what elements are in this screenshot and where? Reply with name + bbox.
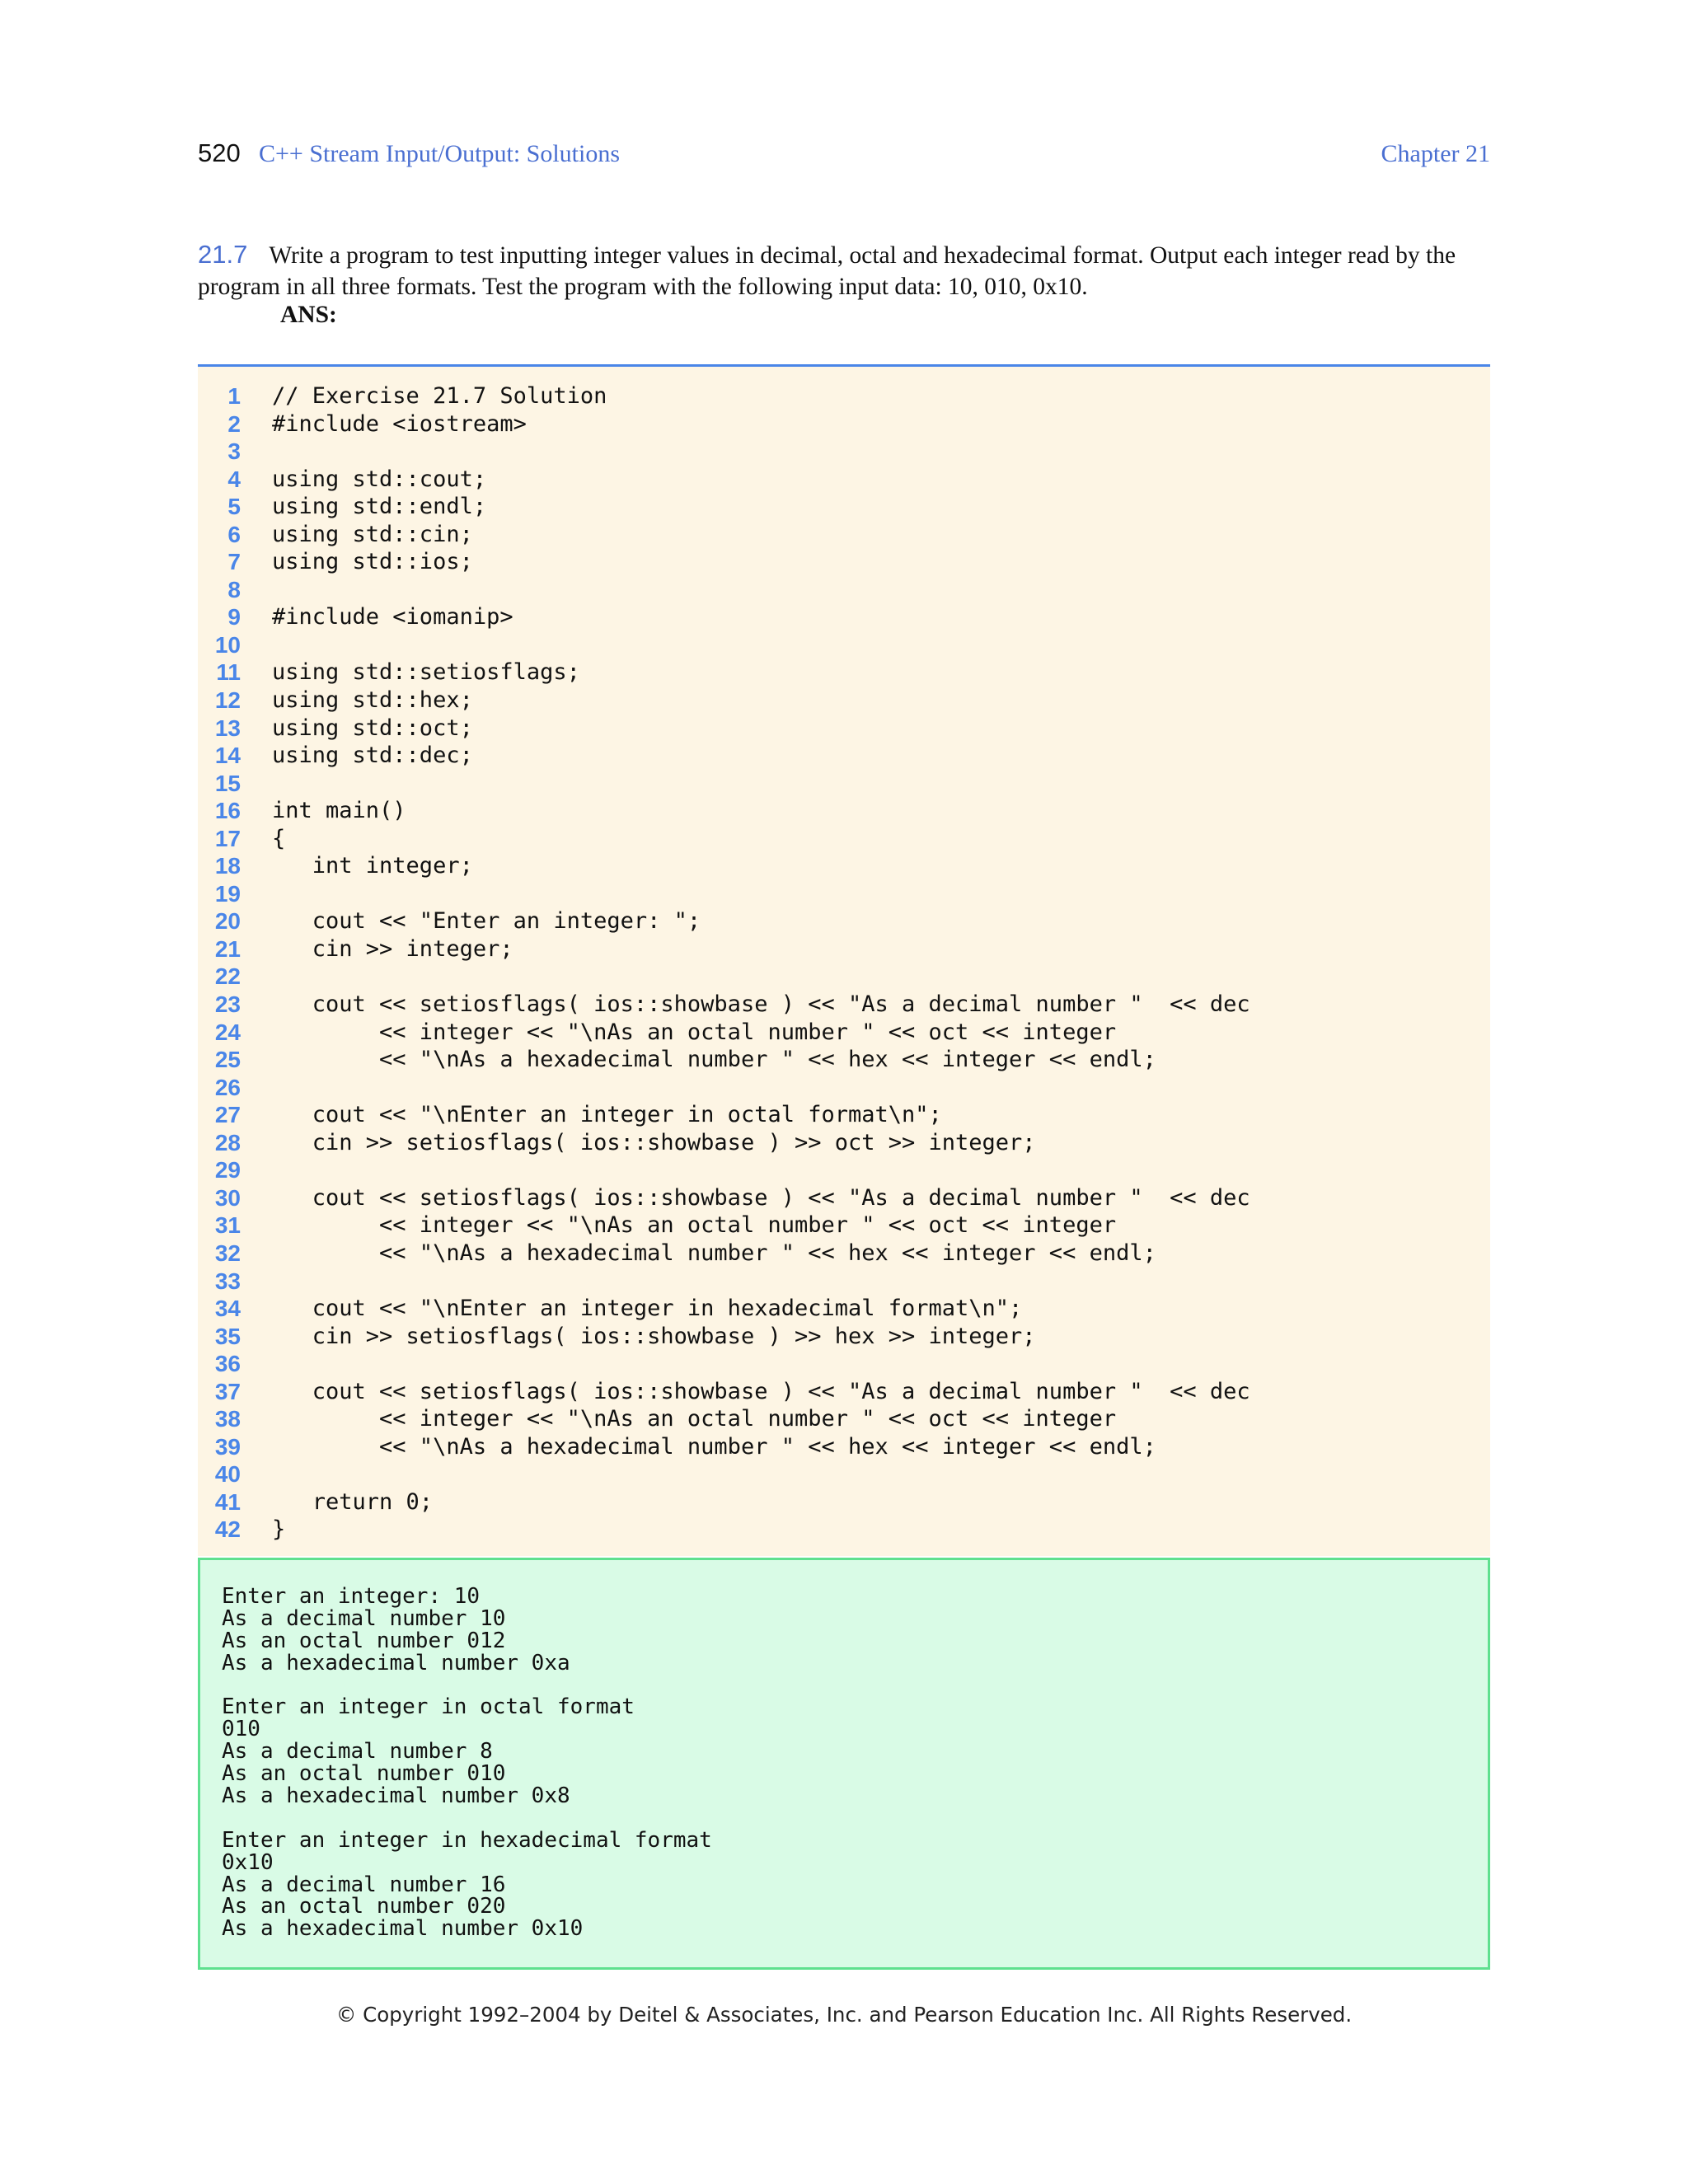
code-text: using std::ios; bbox=[272, 549, 473, 575]
line-number: 20 bbox=[214, 908, 241, 935]
code-line bbox=[198, 1516, 1490, 1544]
code-line bbox=[198, 1405, 1490, 1433]
line-number: 12 bbox=[214, 687, 241, 714]
code-line bbox=[198, 1101, 1490, 1129]
code-line bbox=[198, 603, 1490, 631]
code-text: using std::endl; bbox=[272, 494, 487, 520]
line-number: 25 bbox=[214, 1047, 241, 1073]
code-text: cin >> setiosflags( ios::showbase ) >> hex >> integer; bbox=[272, 1323, 1036, 1349]
code-line bbox=[198, 715, 1490, 743]
line-number: 26 bbox=[214, 1074, 241, 1100]
code-text: return 0; bbox=[272, 1488, 434, 1515]
output-line: As a hexadecimal number 0x8 bbox=[222, 1783, 570, 1809]
line-number: 21 bbox=[214, 935, 241, 962]
line-number: 1 bbox=[227, 383, 241, 409]
code-line bbox=[198, 1074, 1490, 1102]
code-line bbox=[198, 658, 1490, 687]
code-text: } bbox=[272, 1516, 286, 1543]
line-number: 8 bbox=[227, 576, 241, 602]
line-number: 31 bbox=[214, 1212, 241, 1239]
code-text: using std::hex; bbox=[272, 687, 473, 714]
code-line bbox=[198, 797, 1490, 825]
code-line bbox=[198, 1156, 1490, 1184]
code-line bbox=[198, 687, 1490, 715]
code-line bbox=[198, 991, 1490, 1019]
code-line bbox=[198, 1323, 1490, 1351]
output-lines bbox=[222, 1586, 712, 1940]
output-line: As a decimal number 10 bbox=[222, 1605, 506, 1631]
code-line bbox=[198, 742, 1490, 770]
exercise-text: Write a program to test inputting integer values in decimal, octal and hexadecimal format. Output each integer read by the program in all three formats. Test the program with the following input data: 10, 010, 0x10. bbox=[198, 242, 1456, 300]
code-text: { bbox=[272, 825, 286, 851]
code-text: cout << setiosflags( ios::showbase ) << "As a decimal number " << dec bbox=[272, 991, 1250, 1018]
code-text: << integer << "\nAs an octal number " << oct << integer bbox=[272, 1406, 1117, 1432]
code-line bbox=[198, 548, 1490, 576]
line-number: 3 bbox=[227, 438, 241, 465]
code-listing bbox=[198, 364, 1490, 1556]
code-lines bbox=[198, 382, 1490, 1544]
code-text: << "\nAs a hexadecimal number " << hex << integer << endl; bbox=[272, 1240, 1156, 1266]
code-line bbox=[198, 1240, 1490, 1268]
code-text: int main() bbox=[272, 798, 406, 824]
output-line: As a hexadecimal number 0xa bbox=[222, 1650, 570, 1675]
exercise-statement bbox=[198, 239, 1492, 302]
line-number: 14 bbox=[214, 743, 241, 769]
code-text: cout << "\nEnter an integer in hexadecimal format\n"; bbox=[272, 1296, 1023, 1322]
line-number: 32 bbox=[214, 1240, 241, 1266]
code-line bbox=[198, 825, 1490, 853]
line-number: 38 bbox=[214, 1406, 241, 1432]
running-title: C++ Stream Input/Output: Solutions bbox=[259, 140, 621, 167]
line-number: 4 bbox=[227, 466, 241, 492]
answer-label: ANS: bbox=[280, 302, 337, 328]
output-line: As a decimal number 8 bbox=[222, 1739, 493, 1765]
line-number: 19 bbox=[214, 880, 241, 907]
code-text: using std::oct; bbox=[272, 715, 473, 741]
output-line bbox=[222, 1807, 712, 1830]
output-line: As an octal number 010 bbox=[222, 1761, 506, 1787]
line-number: 28 bbox=[214, 1129, 241, 1155]
code-text: cout << setiosflags( ios::showbase ) << "As a decimal number " << dec bbox=[272, 1184, 1250, 1211]
output-line: Enter an integer in octal format bbox=[222, 1694, 635, 1720]
line-number: 10 bbox=[214, 631, 241, 658]
output-line: 0x10 bbox=[222, 1849, 274, 1875]
code-text: cin >> integer; bbox=[272, 935, 513, 962]
code-text: // Exercise 21.7 Solution bbox=[272, 383, 607, 409]
code-line bbox=[198, 1378, 1490, 1406]
code-text: #include <iomanip> bbox=[272, 604, 513, 630]
code-text: using std::cout; bbox=[272, 466, 487, 492]
code-line bbox=[198, 382, 1490, 410]
line-number: 15 bbox=[214, 770, 241, 796]
line-number: 42 bbox=[214, 1516, 241, 1543]
line-number: 35 bbox=[214, 1323, 241, 1349]
page-number: 520 bbox=[198, 138, 241, 167]
line-number: 2 bbox=[227, 410, 241, 437]
line-number: 29 bbox=[214, 1157, 241, 1183]
output-line: As an octal number 020 bbox=[222, 1894, 506, 1919]
code-text: << integer << "\nAs an octal number " << oct << integer bbox=[272, 1019, 1117, 1045]
output-line: 010 bbox=[222, 1717, 260, 1742]
code-line bbox=[198, 1295, 1490, 1323]
program-output bbox=[198, 1558, 1490, 1970]
line-number: 41 bbox=[214, 1488, 241, 1515]
line-number: 22 bbox=[214, 963, 241, 990]
code-line bbox=[198, 1433, 1490, 1461]
code-line bbox=[198, 1350, 1490, 1378]
code-line bbox=[198, 1268, 1490, 1296]
code-text: using std::cin; bbox=[272, 521, 473, 547]
line-number: 34 bbox=[214, 1296, 241, 1322]
line-number: 18 bbox=[214, 853, 241, 879]
code-line bbox=[198, 770, 1490, 798]
code-line bbox=[198, 1184, 1490, 1212]
code-line bbox=[198, 1488, 1490, 1516]
line-number: 17 bbox=[214, 825, 241, 851]
line-number: 27 bbox=[214, 1102, 241, 1128]
output-line bbox=[222, 1675, 712, 1697]
code-line bbox=[198, 963, 1490, 991]
code-text: << integer << "\nAs an octal number " << oct << integer bbox=[272, 1212, 1117, 1239]
code-line bbox=[198, 1212, 1490, 1240]
code-text: cout << "Enter an integer: "; bbox=[272, 908, 701, 935]
code-line bbox=[198, 935, 1490, 963]
output-line: As an octal number 012 bbox=[222, 1628, 506, 1653]
code-line bbox=[198, 1129, 1490, 1157]
output-line: Enter an integer in hexadecimal format bbox=[222, 1827, 712, 1853]
code-text: int integer; bbox=[272, 853, 473, 879]
exercise-number: 21.7 bbox=[198, 240, 248, 269]
line-number: 39 bbox=[214, 1433, 241, 1460]
line-number: 7 bbox=[227, 549, 241, 575]
line-number: 6 bbox=[227, 521, 241, 547]
code-text: << "\nAs a hexadecimal number " << hex << integer << endl; bbox=[272, 1047, 1156, 1073]
line-number: 37 bbox=[214, 1378, 241, 1404]
line-number: 33 bbox=[214, 1268, 241, 1294]
copyright-footer: © Copyright 1992–2004 by Deitel & Associates, Inc. and Pearson Education Inc. All Rights Reserved. bbox=[335, 2003, 1353, 2027]
code-line bbox=[198, 521, 1490, 549]
line-number: 24 bbox=[214, 1019, 241, 1045]
output-line: As a hexadecimal number 0x10 bbox=[222, 1916, 584, 1942]
line-number: 13 bbox=[214, 715, 241, 741]
line-number: 40 bbox=[214, 1461, 241, 1488]
code-line bbox=[198, 907, 1490, 935]
line-number: 23 bbox=[214, 991, 241, 1018]
line-number: 30 bbox=[214, 1184, 241, 1211]
chapter-label: Chapter 21 bbox=[1381, 140, 1490, 167]
code-line bbox=[198, 410, 1490, 438]
output-line: As a decimal number 16 bbox=[222, 1872, 506, 1897]
code-line bbox=[198, 493, 1490, 521]
code-text: using std::dec; bbox=[272, 743, 473, 769]
code-line bbox=[198, 438, 1490, 466]
code-line bbox=[198, 631, 1490, 659]
code-line bbox=[198, 1460, 1490, 1488]
line-number: 11 bbox=[216, 659, 241, 686]
line-number: 5 bbox=[227, 494, 241, 520]
code-line bbox=[198, 1046, 1490, 1074]
code-line bbox=[198, 1019, 1490, 1047]
code-line bbox=[198, 576, 1490, 604]
code-line bbox=[198, 880, 1490, 908]
code-text: cout << "\nEnter an integer in octal format\n"; bbox=[272, 1102, 942, 1128]
code-text: << "\nAs a hexadecimal number " << hex << integer << endl; bbox=[272, 1433, 1156, 1460]
line-number: 16 bbox=[214, 798, 241, 824]
code-line bbox=[198, 466, 1490, 494]
page-header bbox=[198, 138, 1490, 178]
line-number: 36 bbox=[214, 1351, 241, 1377]
code-text: cout << setiosflags( ios::showbase ) << "As a decimal number " << dec bbox=[272, 1378, 1250, 1404]
line-number: 9 bbox=[227, 604, 241, 630]
code-line bbox=[198, 852, 1490, 880]
code-text: #include <iostream> bbox=[272, 410, 527, 437]
output-line: Enter an integer: 10 bbox=[222, 1584, 481, 1609]
code-text: using std::setiosflags; bbox=[272, 659, 580, 686]
code-text: cin >> setiosflags( ios::showbase ) >> oct >> integer; bbox=[272, 1129, 1036, 1155]
